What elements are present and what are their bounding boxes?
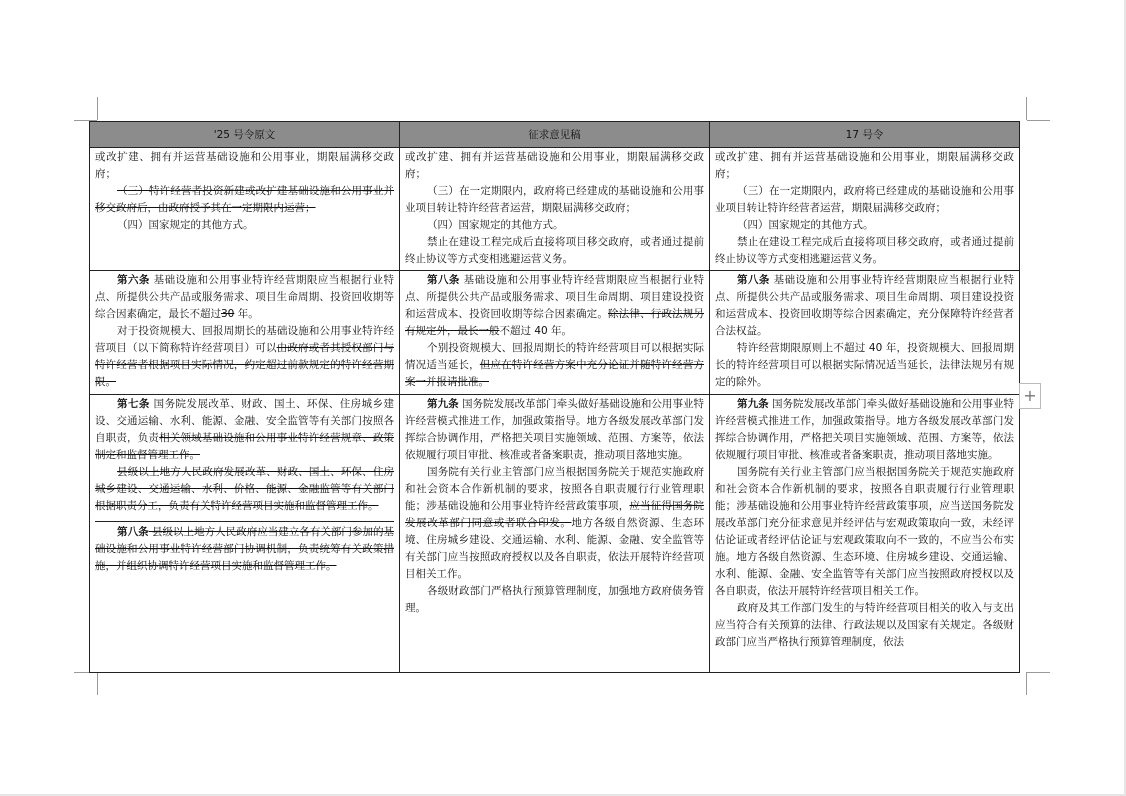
cell-draft: [400, 271, 710, 395]
paragraph: [95, 323, 394, 391]
comparison-table: [89, 121, 1020, 673]
crop-mark-bottom-right-v: [1026, 672, 1027, 695]
text-run: 国务院发展改革部门牵头做好基础设施和公用事业特许经营模式推进工作，加强政策指导。地方各级发展改革部门发挥综合协调作用，严格把关项目实施领域、范围、方案等，依法依规履行项目审批、核准或者备案职责，推动项目落地实施。: [405, 398, 704, 461]
cell-original: [90, 395, 400, 673]
deleted-text: 除法律、行政法规另有规定外，最长一般: [405, 308, 705, 337]
table-row: [90, 395, 1020, 673]
text-run: 基础设施和公用事业特许经营期限应当根据行业特点、所提供公共产品或服务需求、项目生命周期、投资回收期等综合因素确定，最长不超过: [95, 274, 395, 320]
text-run: 基础设施和公用事业特许经营期限应当根据行业特点、所提供公共产品或服务需求、项目生命周期、项目建设投资和运营成本、投资回收期等综合因素确定。: [405, 274, 705, 320]
paragraph: （四）国家规定的其他方式。: [737, 219, 874, 231]
crop-mark-top-right-h: [1027, 120, 1050, 121]
text-run: 国务院发展改革、财政、国土、环保、住房城乡建设、交通运输、水利、能源、金融、安全监管等有关部门按照各自职责，负责: [95, 398, 394, 444]
table-row: [90, 148, 1020, 271]
paragraph: [715, 396, 1014, 464]
paragraph: 国务院有关行业主管部门应当根据国务院关于规范实施政府和社会资本合作新机制的要求，按照各自职责履行行业管理职能；涉基础设施和公用事业特许经营政策事项，应当送国务院发展改革部门充分征求意见并经评估与宏观政策取向一致，未经评估论证或者经评估论证与宏观政策取向不一致的，不应当公布实施。地方各级自然资源、生态环境、住房城乡建设、交通运输、水利、能源、金融、安全监管等有关部门应当按照政府授权以及各自职责，依法开展特许经营项目相关工作。: [715, 466, 1014, 597]
cell-content: [95, 396, 394, 668]
article-number: 第八条: [427, 274, 460, 286]
article-number: 第七条: [117, 398, 150, 410]
paragraph: [715, 272, 1014, 340]
article-number: 第九条: [737, 398, 769, 410]
deleted-paragraph: （三）特许经营者投资新建或改扩建基础设施和公用事业并移交政府后，由政府授予其在一定期限内运营；: [95, 185, 394, 214]
paragraph: [405, 396, 704, 464]
cell-draft: [400, 395, 710, 673]
add-row-button[interactable]: +: [1019, 383, 1041, 409]
text-run: 个别投资规模大、回报周期长的特许经营项目可以根据实际情况适当延长，: [405, 342, 704, 371]
text-run: 年。: [234, 308, 259, 320]
inner-row-divider: [95, 521, 394, 575]
paragraph: [405, 464, 704, 583]
cell-content: [715, 396, 1014, 668]
paragraph: [95, 272, 394, 323]
paragraph: 禁止在建设工程完成后直接将项目移交政府，或者通过提前终止协议等方式变相逃避运营义务。: [405, 236, 704, 265]
table-header-row: [90, 122, 1020, 148]
paragraph: [95, 524, 394, 575]
cell-order17: [710, 148, 1020, 271]
paragraph: 政府及其工作部门发生的与特许经营项目相关的收入与支出应当符合有关预算的法律、行政法规以及国家有关规定。各级财政部门应当严格执行预算管理制度，依法: [715, 602, 1014, 648]
paragraph: [405, 272, 704, 340]
cell-order17: [710, 395, 1020, 673]
header-original: '25 号令原文: [90, 122, 400, 148]
deleted-text: 县级以上地方人民政府应当建立各有关部门参加的基础设施和公用事业特许经营部门协调机制，负责统筹有关政策措施，并组织协调特许经营项目实施和监督管理工作。: [95, 526, 394, 572]
paragraph: （三）在一定期限内，政府将已经建成的基础设施和公用事业项目转让特许经营者运营，期限届满移交政府；: [715, 185, 1014, 214]
paragraph: [95, 396, 394, 464]
text-run: 基础设施和公用事业特许经营期限应当根据行业特点、所提供公共产品或服务需求、项目生命周期、项目建设投资和运营成本、投资回收期等综合因素确定，充分保障特许经营者合法权益。: [715, 274, 1015, 337]
header-order17: 17 号令: [710, 122, 1020, 148]
header-draft: 征求意见稿: [400, 122, 710, 148]
text-run: 地方各级自然资源、生态环境、住房城乡建设、交通运输、水利、能源、金融、安全监管等有关部门应当按照政府授权以及各自职责，依法开展特许经营项目相关工作。: [405, 517, 704, 580]
paragraph: 或改扩建、拥有并运营基础设施和公用事业，期限届满移交政府；: [405, 151, 704, 180]
text-run: 国务院有关行业主管部门应当根据国务院关于规范实施政府和社会资本合作新机制的要求，按照各自职责履行行业管理职能；涉基础设施和公用事业特许经营政策事项，: [405, 466, 704, 512]
table-row: [90, 271, 1020, 395]
deleted-text: 应当征得国务院发展改革部门同意或者联合印发。: [405, 500, 704, 529]
paragraph: （四）国家规定的其他方式。: [117, 219, 254, 231]
paragraph: 特许经营期限原则上不超过 40 年，投资规模大、回报周期长的特许经营项目可以根据实际情况适当延长，法律法规另有规定的除外。: [715, 342, 1014, 388]
cell-order17: [710, 271, 1020, 395]
paragraph: 或改扩建、拥有并运营基础设施和公用事业，期限届满移交政府；: [715, 151, 1014, 180]
deleted-text: 相关领域基础设施和公用事业特许经营规章、政策制定和监督管理工作。: [95, 432, 394, 461]
paragraph: （三）在一定期限内，政府将已经建成的基础设施和公用事业项目转让特许经营者运营，期限届满移交政府；: [405, 185, 704, 214]
paragraph: 禁止在建设工程完成后直接将项目移交政府，或者通过提前终止协议等方式变相逃避运营义务。: [715, 236, 1014, 265]
crop-mark-top-left-v: [97, 97, 98, 120]
article-number: 第八条: [737, 274, 770, 286]
article-number: 第八条: [117, 526, 149, 538]
deleted-text: 由政府或者其授权部门与特许经营者根据项目实际情况，约定超过前款规定的特许经营期限。: [95, 342, 395, 388]
paragraph: 各级财政部门严格执行预算管理制度，加强地方政府债务管理。: [405, 585, 704, 614]
deleted-paragraph: 县级以上地方人民政府发展改革、财政、国土、环保、住房城乡建设、交通运输、水利、价格、能源、金融监管等有关部门根据职责分工，负责有关特许经营项目实施和监督管理工作。: [95, 466, 394, 512]
crop-mark-bottom-left-v: [97, 672, 98, 695]
article-number: 第九条: [427, 398, 459, 410]
crop-mark-bottom-right-h: [1027, 672, 1050, 673]
paragraph: [405, 340, 704, 391]
crop-mark-top-right-v: [1026, 97, 1027, 120]
text-run: 对于投资规模大、回报周期长的基础设施和公用事业特许经营项目（以下简称特许经营项目）可以: [95, 325, 394, 354]
text-run: 不超过 40 年。: [499, 325, 573, 337]
deleted-text: 30: [221, 308, 235, 320]
article-number: 第六条: [117, 274, 150, 286]
cell-draft: [400, 148, 710, 271]
paragraph: （四）国家规定的其他方式。: [427, 219, 564, 231]
deleted-text: 但应在特许经营方案中充分论证并随特许经营方案一并报请批准。: [405, 359, 704, 388]
text-run: 国务院发展改革部门牵头做好基础设施和公用事业特许经营模式推进工作，加强政策指导。地方各级发展改革部门发挥综合协调作用，严格把关项目实施领域、范围、方案等，依法依规履行项目审批、核准或者备案职责，推动项目落地实施。: [715, 398, 1014, 461]
paragraph: 或改扩建、拥有并运营基础设施和公用事业，期限届满移交政府；: [95, 151, 394, 180]
cell-original: [90, 148, 400, 271]
cell-content: [405, 396, 704, 668]
cell-original: [90, 271, 400, 395]
